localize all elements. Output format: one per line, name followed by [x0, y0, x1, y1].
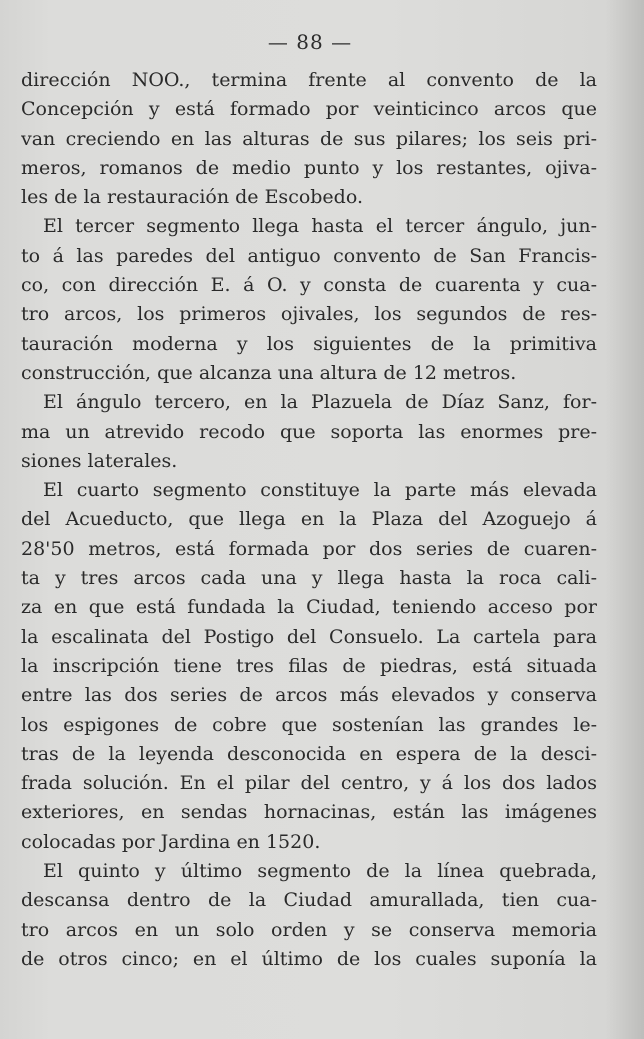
- text-line: la inscripción tiene tres filas de piedras, está situada: [21, 654, 597, 677]
- text-line: El quinto y último segmento de la línea quebrada,: [43, 860, 597, 883]
- text-line: to á las paredes del antiguo convento de San Francis-: [21, 244, 597, 267]
- text-line: El tercer segmento llega hasta el tercer ángulo, jun-: [43, 215, 597, 238]
- text-line: del Acueducto, que llega en la Plaza del Azoguejo á: [21, 508, 597, 531]
- text-line: descansa dentro de la Ciudad amurallada, tien cua-: [21, 889, 597, 912]
- text-line: co, con dirección E. á O. y consta de cuarenta y cua-: [21, 274, 597, 297]
- body-text: [21, 66, 597, 974]
- text-line: za en que está fundada la Ciudad, teniendo acceso por: [21, 596, 597, 619]
- text-line: meros, romanos de medio punto y los restantes, ojiva-: [21, 156, 597, 179]
- text-line: dirección NOO., termina frente al convento de la: [21, 69, 597, 91]
- text-line: exteriores, en sendas hornacinas, están las imágenes: [21, 801, 597, 824]
- text-line: les de la restauración de Escobedo.: [21, 186, 363, 209]
- text-line: tras de la leyenda desconocida en espera de la desci-: [21, 742, 597, 765]
- page-number: — 88 —: [267, 30, 353, 54]
- text-line: van creciendo en las alturas de sus pilares; los seis pri-: [21, 127, 597, 150]
- text-line: construcción, que alcanza una altura de 12 metros.: [21, 361, 517, 384]
- text-line: colocadas por Jardina en 1520.: [21, 830, 321, 853]
- text-line: siones laterales.: [21, 449, 178, 472]
- text-line: El cuarto segmento constituye la parte más elevada: [43, 479, 597, 502]
- text-line: tauración moderna y los siguientes de la primitiva: [21, 332, 597, 355]
- text-line: la escalinata del Postigo del Consuelo. La cartela para: [21, 625, 597, 648]
- text-line: de otros cinco; en el último de los cuales suponía la: [21, 947, 597, 970]
- text-line: ta y tres arcos cada una y llega hasta la roca cali-: [21, 567, 597, 590]
- text-line: ma un atrevido recodo que soporta las enormes pre-: [21, 420, 597, 443]
- text-line: frada solución. En el pilar del centro, y á los dos lados: [21, 772, 597, 795]
- text-line: tro arcos en un solo orden y se conserva memoria: [21, 918, 597, 941]
- text-line: los espigones de cobre que sostenían las grandes le-: [21, 713, 597, 736]
- text-line: tro arcos, los primeros ojivales, los segundos de res-: [21, 303, 597, 326]
- text-line: 28'50 metros, está formada por dos series de cuaren-: [21, 537, 597, 560]
- text-line: entre las dos series de arcos más elevados y conserva: [21, 684, 597, 707]
- text-line: El ángulo tercero, en la Plazuela de Díaz Sanz, for-: [43, 391, 597, 414]
- text-line: Concepción y está formado por veinticinco arcos que: [21, 98, 597, 121]
